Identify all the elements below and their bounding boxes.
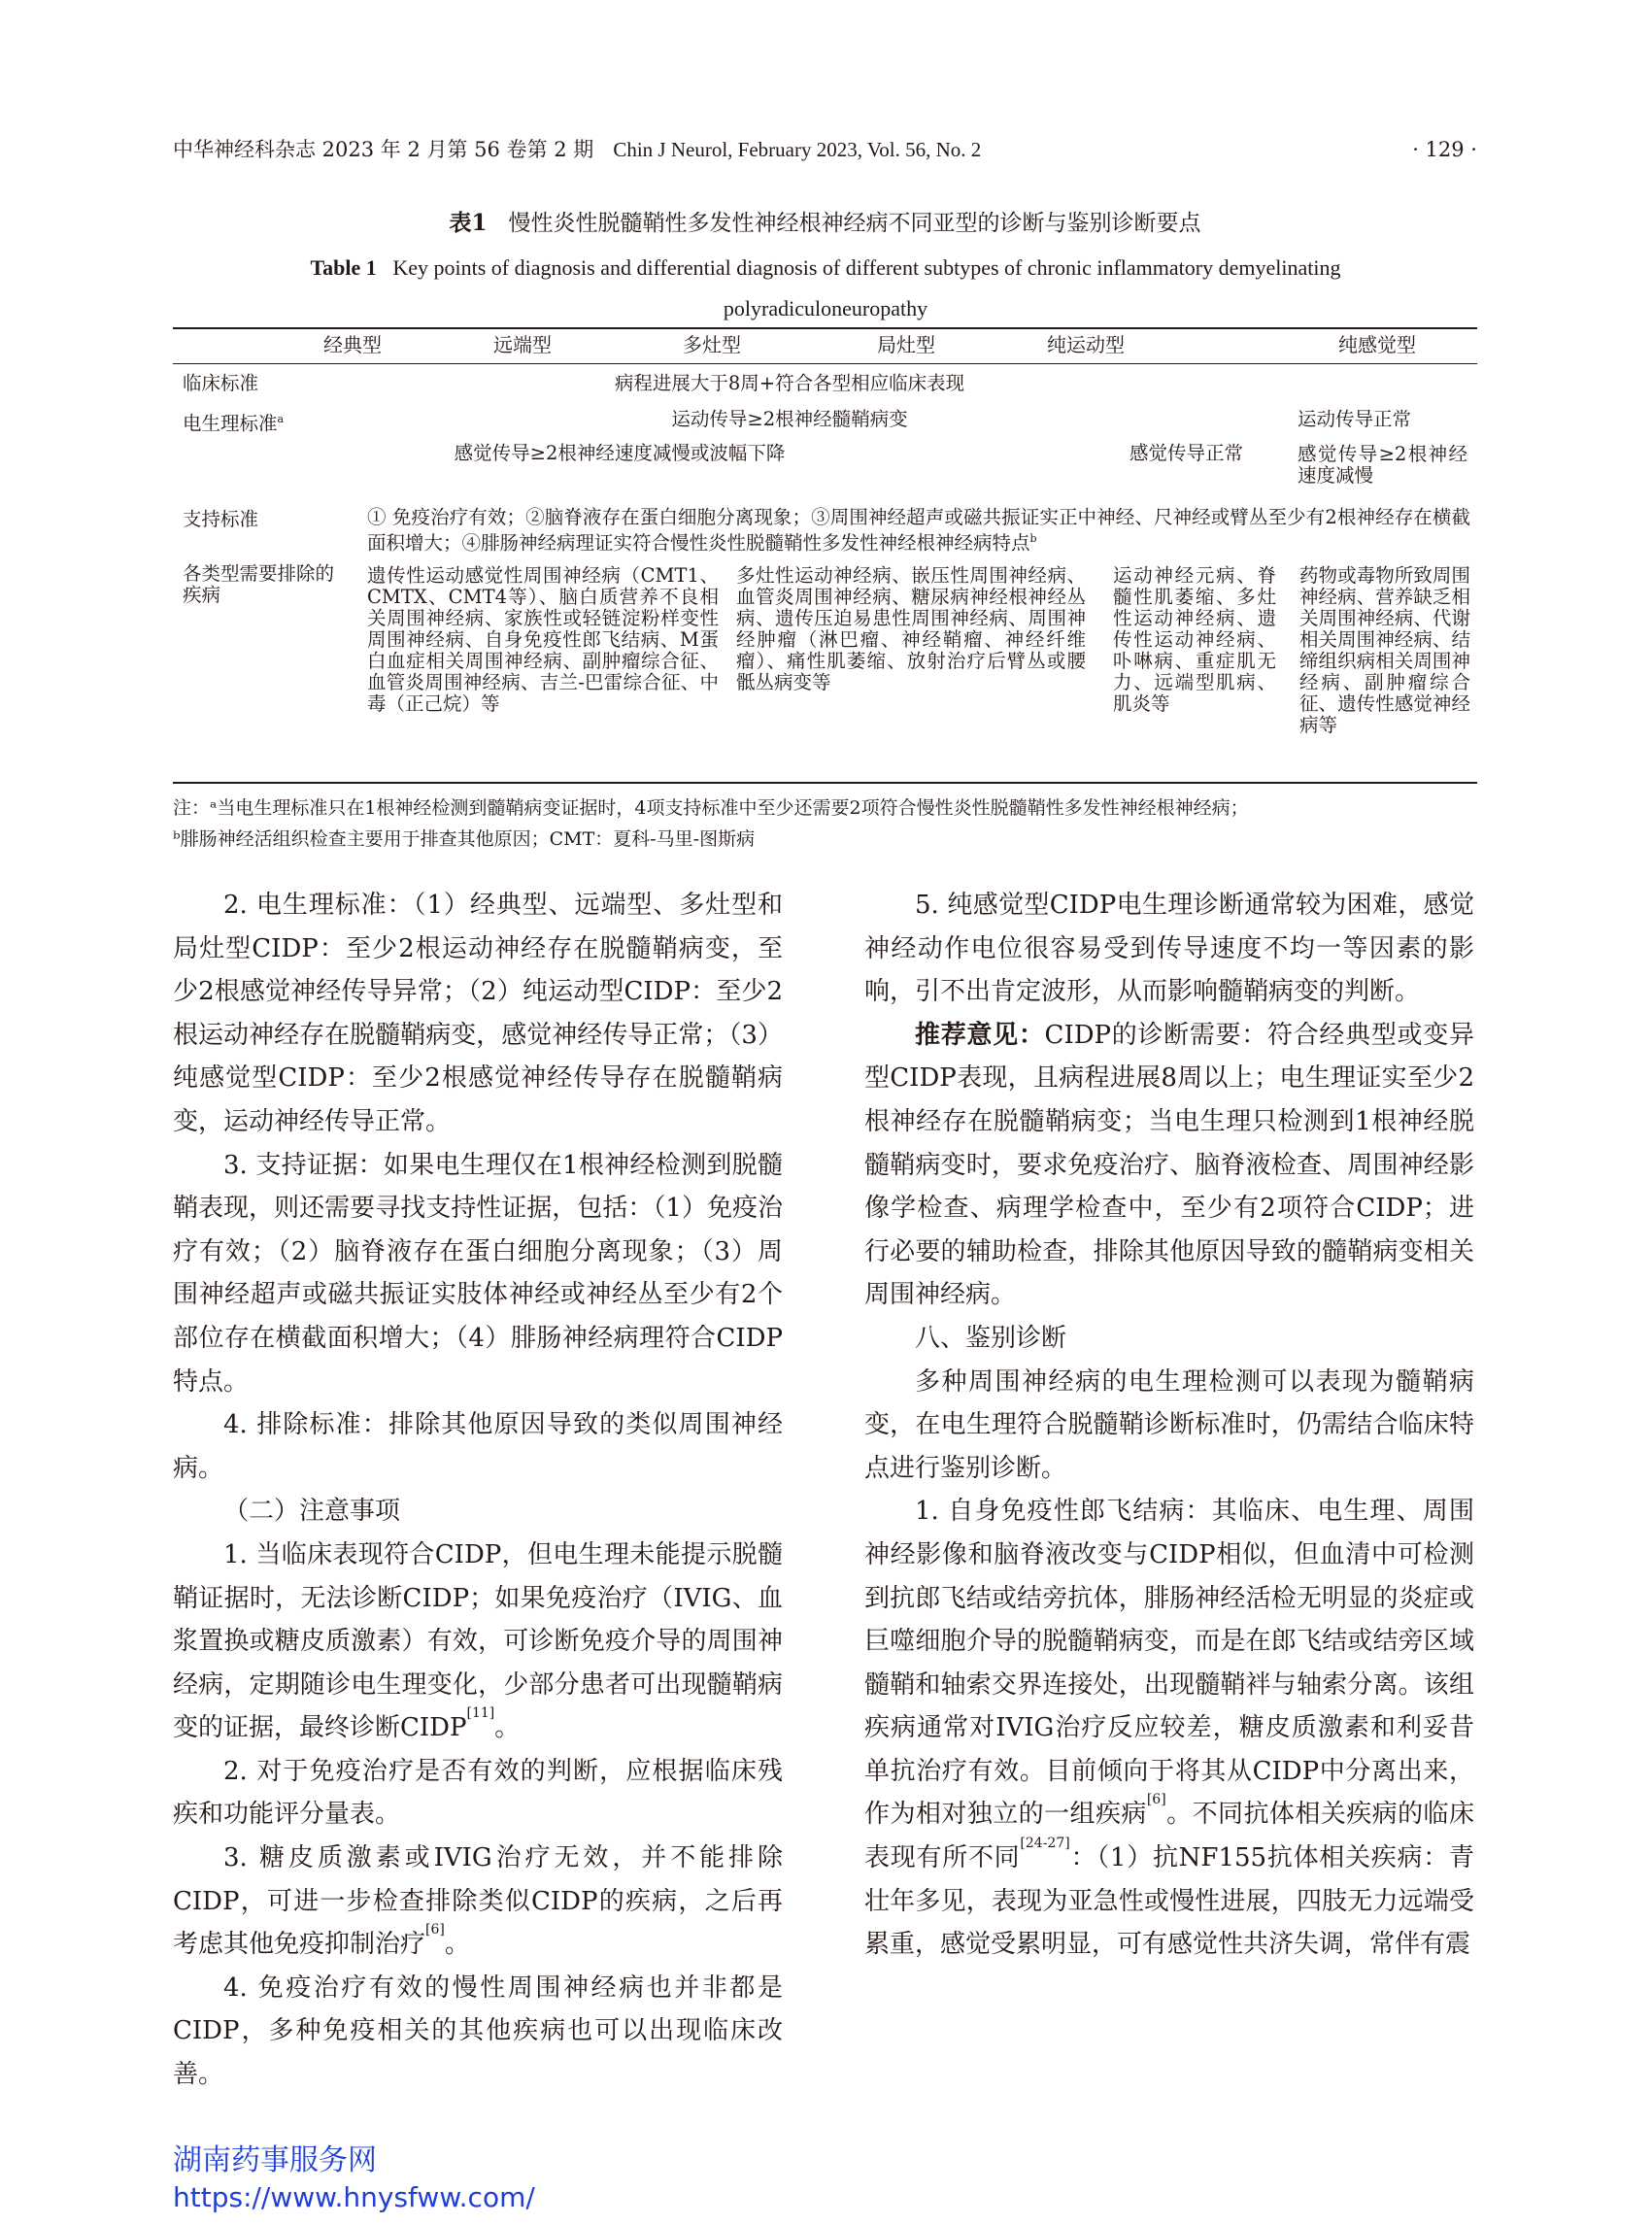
body-right-column bbox=[864, 884, 1474, 1967]
watermark-url[interactable]: https://www.hnysfww.com/ bbox=[173, 2181, 535, 2213]
journal-en: Chin J Neurol, February 2023, Vol. 56, No. 2 bbox=[613, 138, 982, 161]
journal-cn: 中华神经科杂志 2023 年 2 月第 56 卷第 2 期 bbox=[173, 138, 594, 161]
row-label-exclude: 各类型需要排除的疾病 bbox=[183, 562, 335, 606]
electro-sensory-sensory-type: 感觉传导≥2根神经速度减慢 bbox=[1298, 443, 1467, 487]
paragraph: 4. 排除标准：排除其他原因导致的类似周围神经病。 bbox=[173, 1410, 783, 1483]
row-label-clinical: 临床标准 bbox=[183, 372, 259, 394]
paragraph-text: 3. 糖皮质激素或IVIG治疗无效，并不能排除CIDP，可进一步检查排除类似CIDP的疾病，之后再考虑其他免疫抑制治疗 bbox=[173, 1843, 783, 1960]
electro-motor-sensory-type: 运动传导正常 bbox=[1298, 408, 1412, 430]
electro-sensory-main: 感觉传导≥2根神经速度减慢或波幅下降 bbox=[454, 442, 786, 464]
paragraph-text: 1. 自身免疫性郎飞结病：其临床、电生理、周围神经影像和脑脊液改变与CIDP相似，但血清中可检测到抗郎飞结或结旁抗体，腓肠神经活检无明显的炎症或巨噬细胞介导的脱髓鞘病变，而是在郎飞结或结旁区域髓鞘和轴索交界连接处，出现髓鞘袢与轴索分离。该组疾病通常对IVIG治疗反应较差，糖皮质激素和利妥昔单抗治疗有效。目前倾向于将其从CIDP中分离出来，作为相对独立的一组疾病 bbox=[864, 1497, 1474, 1830]
paragraph: 多种周围神经病的电生理检测可以表现为髓鞘病变，在电生理符合脱髓鞘诊断标准时，仍需结合临床特点进行鉴别诊断。 bbox=[864, 1366, 1474, 1483]
electro-sensory-motor-type: 感觉传导正常 bbox=[1129, 442, 1244, 464]
table-label-cn: 表1 bbox=[449, 210, 488, 236]
column-header-pure-sensory: 纯感觉型 bbox=[1338, 333, 1416, 356]
column-header-distal: 远端型 bbox=[493, 333, 552, 356]
table-caption-cn bbox=[173, 207, 1477, 240]
support-criteria-text: ① 免疫治疗有效；②脑脊液存在蛋白细胞分离现象；③周围神经超声或磁共振证实正中神经、尺神经或臂丛至少有2根神经存在横截面积增大；④腓肠神经病理证实符合慢性炎性脱髓鞘性多发性神经根神经病特点 bbox=[367, 506, 1470, 555]
paragraph: 2. 对于免疫治疗是否有效的判断，应根据临床残疾和功能评分量表。 bbox=[173, 1756, 783, 1830]
support-criteria bbox=[367, 507, 1470, 555]
recommendation bbox=[864, 1014, 1474, 1317]
journal-citation bbox=[173, 132, 981, 167]
paragraph bbox=[864, 1490, 1474, 1967]
section-heading: 八、鉴别诊断 bbox=[915, 1323, 1067, 1353]
table-note-1: 注：ᵃ当电生理标准只在1根神经检测到髓鞘病变证据时，4项支持标准中至少还需要2项符合慢性炎性脱髓鞘性多发性神经根神经病； bbox=[173, 797, 1249, 819]
paragraph: 2. 电生理标准：（1）经典型、远端型、多灶型和局灶型CIDP：至少2根运动神经存在脱髓鞘病变，至少2根感觉神经传导异常；（2）纯运动型CIDP：至少2根运动神经存在脱髓鞘病变，感觉神经传导正常；（3）纯感觉型CIDP：至少2根感觉神经传导存在脱髓鞘病变，运动神经传导正常。 bbox=[173, 891, 783, 1136]
paragraph bbox=[173, 1534, 783, 1750]
running-header bbox=[173, 132, 1477, 167]
exclude-pure-sensory: 药物或毒物所致周围神经病、营养缺乏相关周围神经病、代谢相关周围神经病、结缔组织病相关周围神经病、副肿瘤综合征、遗传性感觉神经病等 bbox=[1299, 564, 1470, 736]
exclude-multifocal-focal: 多灶性运动神经病、嵌压性周围神经病、血管炎周围神经病、糖尿病神经根神经丛病、遗传压迫易患性周围神经病、周围神经肿瘤（淋巴瘤、神经鞘瘤、神经纤维瘤）、痛性肌萎缩、放射治疗后臂丛或腰骶丛病变等 bbox=[736, 564, 1086, 693]
recommendation-label: 推荐意见： bbox=[915, 1020, 1045, 1050]
row-label-support: 支持标准 bbox=[183, 508, 259, 530]
exclude-pure-motor: 运动神经元病、脊髓性肌萎缩、多灶性运动神经病、遗传性运动神经病、卟啉病、重症肌无力、远端型肌病、肌炎等 bbox=[1113, 564, 1276, 715]
column-header-classic: 经典型 bbox=[323, 333, 382, 356]
page-number: · 129 · bbox=[1412, 138, 1477, 161]
electro-motor-main: 运动传导≥2根神经髓鞘病变 bbox=[671, 408, 908, 430]
body-left-column bbox=[173, 884, 783, 2097]
paragraph-text: CIDP的诊断需要：符合经典型或变异型CIDP表现，且病程进展8周以上；电生理证实至少2根神经存在脱髓鞘病变；当电生理只检测到1根神经脱髓鞘病变时，要求免疫治疗、脑脊液检查、周围神经影像学检查、病理学检查中，至少有2项符合CIDP；进行必要的辅助检查，排除其他原因导致的髓鞘病变相关周围神经病。 bbox=[864, 1020, 1474, 1310]
paragraph-text: 。 bbox=[444, 1930, 470, 1960]
paragraph-text: 。不同抗体相关疾病的临床表现有所不同 bbox=[864, 1800, 1474, 1873]
column-header-multifocal: 多灶型 bbox=[683, 333, 741, 356]
paragraph: 4. 免疫治疗有效的慢性周围神经病也并非都是CIDP，多种免疫相关的其他疾病也可以出现临床改善。 bbox=[173, 1972, 783, 2090]
clinical-criteria: 病程进展大于8周+符合各型相应临床表现 bbox=[614, 372, 965, 394]
table-label-en: Table 1 bbox=[310, 255, 377, 280]
paragraph-text: 。 bbox=[494, 1713, 521, 1743]
row-label-electro-text: 电生理标准 bbox=[183, 412, 278, 435]
table-title-cn: 慢性炎性脱髓鞘性多发性神经根神经病不同亚型的诊断与鉴别诊断要点 bbox=[508, 211, 1201, 236]
column-header-pure-motor: 纯运动型 bbox=[1047, 333, 1125, 356]
paragraph-text: 1. 当临床表现符合CIDP，但电生理未能提示脱髓鞘证据时，无法诊断CIDP；如果免疫治疗（IVIG、血浆置换或糖皮质激素）有效，可诊断免疫介导的周围神经病，定期随诊电生理变化，少部分患者可出现髓鞘病变的证据，最终诊断CIDP bbox=[173, 1539, 783, 1743]
footnote-mark-a: a bbox=[277, 413, 285, 425]
paragraph: 5. 纯感觉型CIDP电生理诊断通常较为困难，感觉神经动作电位很容易受到传导速度不均一等因素的影响，引不出肯定波形，从而影响髓鞘病变的判断。 bbox=[864, 891, 1474, 1007]
citation: [24-27] bbox=[1020, 1836, 1070, 1852]
table-title-en: Key points of diagnosis and differential diagnosis of different subtypes of chronic inflammatory demyelinating polyradiculoneuropathy bbox=[392, 255, 1341, 320]
citation: [6] bbox=[425, 1922, 445, 1938]
citation: [6] bbox=[1146, 1792, 1166, 1808]
table-note-2: ᵇ腓肠神经活组织检查主要用于排查其他原因；CMT：夏科-马里-图斯病 bbox=[173, 828, 756, 850]
exclude-classic-distal: 遗传性运动感觉性周围神经病（CMT1、CMTX、CMT4等）、脑白质营养不良相关周围神经病、家族性或轻链淀粉样变性周围神经病、自身免疫性郎飞结病、M蛋白血症相关周围神经病、副肿瘤综合征、血管炎周围神经病、吉兰-巴雷综合征、中毒（正己烷）等 bbox=[367, 564, 719, 715]
table-caption-en bbox=[223, 248, 1428, 329]
column-header-focal: 局灶型 bbox=[877, 333, 935, 356]
paragraph: 3. 支持证据：如果电生理仅在1根神经检测到脱髓鞘表现，则还需要寻找支持性证据，包括：（1）免疫治疗有效；（2）脑脊液存在蛋白细胞分离现象；（3）周围神经超声或磁共振证实肢体神经或神经丛至少有2个部位存在横截面积增大；（4）腓肠神经病理符合CIDP特点。 bbox=[173, 1150, 783, 1397]
table-header-rule bbox=[173, 363, 1477, 364]
citation: [11] bbox=[466, 1705, 495, 1722]
paragraph-text: ：（1）抗NF155抗体相关疾病：青壮年多见，表现为亚急性或慢性进展，四肢无力远端受累重，感觉受累明显，可有感觉性共济失调，常伴有震 bbox=[864, 1843, 1474, 1960]
footnote-mark-b: b bbox=[1029, 532, 1037, 545]
paragraph bbox=[173, 1837, 783, 1967]
section-heading: （二）注意事项 bbox=[223, 1497, 401, 1527]
watermark-name: 湖南药事服务网 bbox=[173, 2143, 377, 2177]
table-bottom-rule bbox=[173, 782, 1477, 784]
